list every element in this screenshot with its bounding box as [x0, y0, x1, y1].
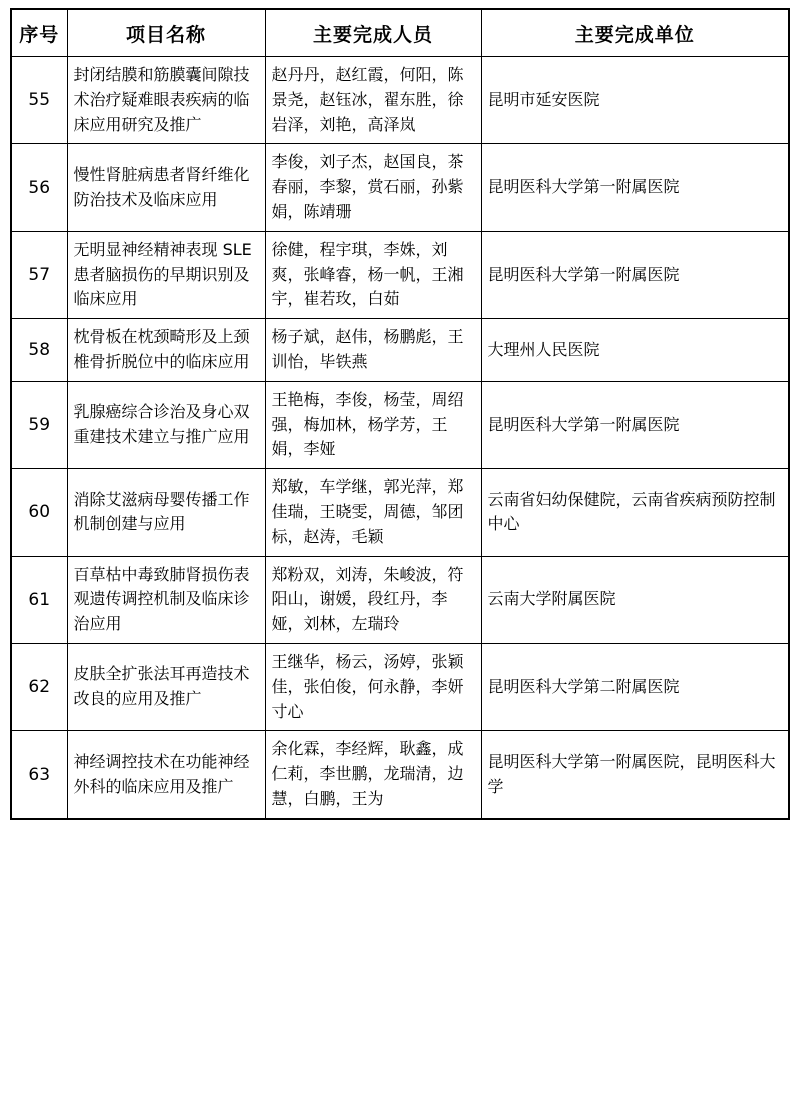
cell-no: 59	[11, 381, 67, 468]
table-row	[11, 556, 789, 643]
table-row	[11, 144, 789, 231]
cell-contributors: 李俊，刘子杰，赵国良，茶春丽，李黎，赏石丽，孙紫娟，陈靖珊	[265, 144, 481, 231]
cell-no: 57	[11, 231, 67, 318]
cell-contributors: 王艳梅，李俊，杨莹，周绍强，梅加林，杨学芳，王娟，李娅	[265, 381, 481, 468]
cell-contributors: 王继华，杨云，汤婷，张颖佳，张伯俊，何永静，李妍寸心	[265, 643, 481, 730]
cell-no: 58	[11, 319, 67, 382]
cell-institutions: 昆明市延安医院	[481, 57, 789, 144]
cell-project-name: 慢性肾脏病患者肾纤维化防治技术及临床应用	[67, 144, 265, 231]
cell-no: 62	[11, 643, 67, 730]
cell-project-name: 百草枯中毒致肺肾损伤表观遗传调控机制及临床诊治应用	[67, 556, 265, 643]
cell-contributors: 徐健，程宇琪，李姝，刘爽，张峰睿，杨一帆，王湘宇，崔若玫，白茹	[265, 231, 481, 318]
cell-contributors: 余化霖，李经辉，耿鑫，成仁莉，李世鹏，龙瑞清，边慧，白鹏，王为	[265, 731, 481, 819]
table-header-row	[11, 9, 789, 57]
cell-no: 55	[11, 57, 67, 144]
cell-contributors: 赵丹丹，赵红霞，何阳，陈景尧，赵钰冰，翟东胜，徐岩泽，刘艳，高泽岚	[265, 57, 481, 144]
table-row	[11, 643, 789, 730]
cell-no: 60	[11, 469, 67, 556]
cell-contributors: 郑敏，车学继，郭光萍，郑佳瑞，王晓雯，周德，邹团标，赵涛，毛颖	[265, 469, 481, 556]
table-row	[11, 319, 789, 382]
cell-contributors: 郑粉双，刘涛，朱峻波，符阳山，谢媛，段红丹，李娅，刘林，左瑞玲	[265, 556, 481, 643]
table-row	[11, 57, 789, 144]
table-row	[11, 469, 789, 556]
cell-project-name: 无明显神经精神表现 SLE 患者脑损伤的早期识别及临床应用	[67, 231, 265, 318]
cell-institutions: 昆明医科大学第二附属医院	[481, 643, 789, 730]
cell-project-name: 神经调控技术在功能神经外科的临床应用及推广	[67, 731, 265, 819]
cell-institutions: 昆明医科大学第一附属医院	[481, 144, 789, 231]
column-header-institutions: 主要完成单位	[481, 9, 789, 57]
table-row	[11, 731, 789, 819]
table-body	[11, 57, 789, 819]
cell-project-name: 消除艾滋病母婴传播工作机制创建与应用	[67, 469, 265, 556]
cell-project-name: 封闭结膜和筋膜囊间隙技术治疗疑难眼表疾病的临床应用研究及推广	[67, 57, 265, 144]
table-row	[11, 381, 789, 468]
cell-institutions: 云南大学附属医院	[481, 556, 789, 643]
cell-institutions: 大理州人民医院	[481, 319, 789, 382]
cell-project-name: 枕骨板在枕颈畸形及上颈椎骨折脱位中的临床应用	[67, 319, 265, 382]
cell-institutions: 昆明医科大学第一附属医院	[481, 231, 789, 318]
cell-contributors: 杨子斌，赵伟，杨鹏彪，王训怡，毕铁燕	[265, 319, 481, 382]
column-header-project-name: 项目名称	[67, 9, 265, 57]
cell-no: 61	[11, 556, 67, 643]
column-header-contributors: 主要完成人员	[265, 9, 481, 57]
column-header-no: 序号	[11, 9, 67, 57]
cell-institutions: 昆明医科大学第一附属医院，昆明医科大学	[481, 731, 789, 819]
table-header	[11, 9, 789, 57]
cell-no: 63	[11, 731, 67, 819]
cell-no: 56	[11, 144, 67, 231]
cell-project-name: 乳腺癌综合诊治及身心双重建技术建立与推广应用	[67, 381, 265, 468]
award-project-table	[10, 8, 790, 820]
cell-project-name: 皮肤全扩张法耳再造技术改良的应用及推广	[67, 643, 265, 730]
cell-institutions: 云南省妇幼保健院，云南省疾病预防控制中心	[481, 469, 789, 556]
cell-institutions: 昆明医科大学第一附属医院	[481, 381, 789, 468]
table-row	[11, 231, 789, 318]
